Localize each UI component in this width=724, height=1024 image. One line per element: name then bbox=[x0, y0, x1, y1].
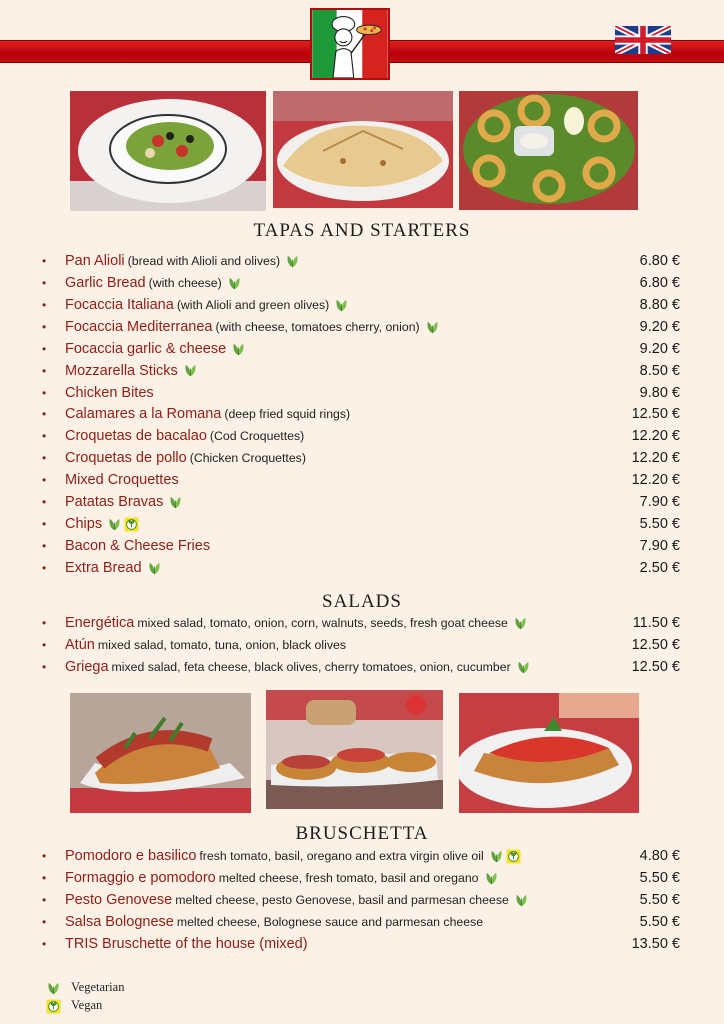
menu-item bbox=[42, 491, 682, 513]
item-price: 8.80 € bbox=[639, 296, 680, 313]
item-price: 12.20 € bbox=[631, 472, 680, 489]
menu-item bbox=[42, 250, 682, 272]
item-name bbox=[65, 889, 531, 911]
item-price: 9.20 € bbox=[639, 340, 680, 357]
vegetarian-leaf-icon bbox=[147, 561, 162, 576]
vegetarian-leaf-icon bbox=[514, 893, 529, 908]
item-name-text: Griega bbox=[65, 658, 109, 675]
item-name-text: Pomodoro e basilico bbox=[65, 848, 197, 864]
bruschetta-menu-list bbox=[42, 845, 682, 955]
item-name-text: Croquetas de bacalao bbox=[65, 428, 207, 445]
item-diet-icons bbox=[168, 491, 185, 513]
bullet: • bbox=[42, 892, 47, 907]
bullet: • bbox=[42, 407, 47, 422]
item-name bbox=[65, 360, 200, 382]
item-diet-icons bbox=[514, 889, 531, 911]
item-name bbox=[65, 382, 154, 404]
menu-item bbox=[42, 513, 682, 535]
item-price: 6.80 € bbox=[639, 274, 680, 291]
vegetarian-leaf-icon bbox=[513, 616, 528, 631]
item-name bbox=[65, 469, 179, 491]
item-description: mixed salad, tomato, tuna, onion, black olives bbox=[97, 637, 346, 652]
item-price: 12.50 € bbox=[631, 636, 680, 653]
menu-item bbox=[42, 360, 682, 382]
bullet: • bbox=[42, 870, 47, 885]
item-diet-icons bbox=[107, 513, 141, 535]
vegetarian-leaf-icon bbox=[334, 298, 349, 313]
bullet: • bbox=[42, 363, 47, 378]
item-name-text: Atún bbox=[65, 636, 95, 653]
menu-item bbox=[42, 272, 682, 294]
menu-item bbox=[42, 867, 682, 889]
item-description: (with cheese, tomatoes cherry, onion) bbox=[215, 319, 420, 334]
bruschetta-section-title: BRUSCHETTA bbox=[295, 823, 429, 844]
item-description: melted cheese, fresh tomato, basil and oregano bbox=[218, 870, 479, 885]
calamari-photo bbox=[459, 91, 638, 210]
item-diet-icons bbox=[285, 250, 302, 272]
item-diet-icons bbox=[516, 656, 533, 678]
menu-item bbox=[42, 316, 682, 338]
item-price: 2.50 € bbox=[639, 559, 680, 576]
menu-item bbox=[42, 889, 682, 911]
item-price: 7.90 € bbox=[639, 494, 680, 511]
item-diet-icons bbox=[425, 316, 442, 338]
item-name-text: Garlic Bread bbox=[65, 274, 146, 291]
item-description: mixed salad, tomato, onion, corn, walnuts, seeds, fresh goat cheese bbox=[137, 616, 508, 630]
item-name-text: Mozzarella Sticks bbox=[65, 362, 178, 379]
bullet: • bbox=[42, 297, 47, 312]
item-name-text: Chicken Bites bbox=[65, 384, 154, 401]
item-name bbox=[65, 845, 523, 867]
menu-item bbox=[42, 634, 682, 656]
bullet: • bbox=[42, 517, 47, 532]
menu-item bbox=[42, 612, 682, 634]
item-name-text: Croquetas de pollo bbox=[65, 450, 187, 467]
tapas-section-title: TAPAS AND STARTERS bbox=[253, 220, 471, 241]
item-name bbox=[65, 491, 185, 513]
item-name bbox=[65, 867, 501, 889]
item-diet-icons bbox=[484, 867, 501, 889]
item-description: (bread with Alioli and olives) bbox=[127, 254, 281, 268]
bullet: • bbox=[42, 495, 47, 510]
item-name bbox=[65, 316, 442, 338]
legend-vegetarian bbox=[46, 978, 124, 996]
vegetarian-leaf-icon bbox=[231, 342, 246, 357]
legend-vegetarian-label: Vegetarian bbox=[71, 980, 125, 994]
salads-section-title: SALADS bbox=[322, 591, 402, 612]
menu-item bbox=[42, 557, 682, 579]
vegetarian-leaf-icon bbox=[285, 254, 300, 269]
item-name-text: Mixed Croquettes bbox=[65, 472, 179, 489]
salads-menu-list bbox=[42, 612, 682, 678]
menu-item bbox=[42, 911, 682, 933]
language-flag-uk-icon[interactable] bbox=[615, 26, 671, 54]
bullet: • bbox=[42, 849, 47, 863]
bullet: • bbox=[42, 473, 47, 488]
item-price: 5.50 € bbox=[639, 891, 680, 908]
item-description: (with Alioli and green olives) bbox=[176, 297, 330, 312]
menu-item bbox=[42, 447, 682, 469]
menu-item bbox=[42, 535, 682, 557]
chef-logo bbox=[310, 8, 390, 80]
item-diet-icons bbox=[334, 294, 351, 316]
item-name bbox=[65, 634, 346, 656]
vegetarian-leaf-icon bbox=[183, 363, 198, 378]
item-name bbox=[65, 911, 483, 933]
item-name-text: Focaccia Mediterranea bbox=[65, 318, 213, 335]
menu-item bbox=[42, 338, 682, 360]
menu-item bbox=[42, 469, 682, 491]
item-diet-icons bbox=[513, 612, 530, 634]
item-name-text: Calamares a la Romana bbox=[65, 406, 222, 423]
item-name-text: TRIS Bruschette of the house (mixed) bbox=[65, 935, 308, 952]
item-name-text: Extra Bread bbox=[65, 559, 142, 576]
menu-item bbox=[42, 425, 682, 447]
item-name-text: Focaccia garlic & cheese bbox=[65, 340, 227, 357]
item-description: melted cheese, pesto Genovese, basil and parmesan cheese bbox=[175, 892, 509, 907]
item-name bbox=[65, 933, 308, 955]
item-name-text: Pesto Genovese bbox=[65, 891, 173, 908]
item-price: 5.50 € bbox=[639, 869, 680, 886]
item-price: 8.50 € bbox=[639, 362, 680, 379]
item-name bbox=[65, 425, 304, 447]
item-price: 12.20 € bbox=[631, 450, 680, 467]
item-diet-icons bbox=[147, 557, 164, 579]
item-name bbox=[65, 403, 350, 425]
item-description: (with cheese) bbox=[148, 275, 222, 290]
menu-item bbox=[42, 403, 682, 425]
menu-item bbox=[42, 845, 682, 867]
item-description: mixed salad, feta cheese, black olives, cherry tomatoes, onion, cucumber bbox=[111, 659, 511, 674]
item-name bbox=[65, 612, 530, 634]
vegetarian-leaf-icon bbox=[484, 871, 499, 886]
item-name-text: Chips bbox=[65, 516, 103, 533]
menu-item bbox=[42, 656, 682, 678]
item-name bbox=[65, 294, 351, 316]
item-name bbox=[65, 656, 533, 678]
legend-vegan-label: Vegan bbox=[71, 998, 103, 1012]
item-description: (Chicken Croquettes) bbox=[189, 451, 306, 466]
bullet: • bbox=[42, 319, 47, 334]
diet-legend bbox=[46, 978, 124, 1014]
vegan-badge-icon bbox=[46, 999, 61, 1014]
item-name-text: Patatas Bravas bbox=[65, 494, 164, 511]
vegetarian-leaf-icon bbox=[107, 517, 122, 532]
menu-item bbox=[42, 382, 682, 404]
item-name bbox=[65, 250, 302, 272]
vegetarian-leaf-icon bbox=[168, 495, 183, 510]
item-price: 4.80 € bbox=[639, 848, 680, 864]
menu-item bbox=[42, 294, 682, 316]
bruschetta-photo-1 bbox=[70, 693, 251, 813]
bullet: • bbox=[42, 637, 47, 652]
item-name-text: Focaccia Italiana bbox=[65, 296, 174, 313]
item-name bbox=[65, 272, 244, 294]
bullet: • bbox=[42, 914, 47, 929]
bullet: • bbox=[42, 429, 47, 444]
item-price: 11.50 € bbox=[632, 615, 680, 631]
bullet: • bbox=[42, 538, 47, 553]
vegetarian-leaf-icon bbox=[425, 320, 440, 335]
salad-photo bbox=[70, 91, 266, 211]
item-name bbox=[65, 447, 306, 469]
item-price: 7.90 € bbox=[639, 537, 680, 554]
bullet: • bbox=[42, 385, 47, 400]
item-diet-icons bbox=[227, 272, 244, 294]
vegetarian-leaf-icon bbox=[46, 981, 61, 996]
vegetarian-leaf-icon bbox=[227, 276, 242, 291]
vegetarian-leaf-icon bbox=[489, 849, 504, 864]
bullet: • bbox=[42, 341, 47, 356]
item-diet-icons bbox=[231, 338, 248, 360]
menu-item bbox=[42, 933, 682, 955]
item-price: 12.50 € bbox=[631, 658, 680, 675]
bullet: • bbox=[42, 254, 47, 268]
bullet: • bbox=[42, 560, 47, 575]
bullet: • bbox=[42, 936, 47, 951]
item-name-text: Pan Alioli bbox=[65, 253, 125, 269]
item-price: 9.20 € bbox=[639, 318, 680, 335]
item-name-text: Formaggio e pomodoro bbox=[65, 869, 216, 886]
item-diet-icons bbox=[183, 360, 200, 382]
item-price: 5.50 € bbox=[639, 516, 680, 533]
item-description: (deep fried squid rings) bbox=[224, 407, 351, 422]
vegan-badge-icon bbox=[124, 517, 139, 532]
bruschetta-photo-2 bbox=[266, 690, 443, 809]
item-description: melted cheese, Bolognese sauce and parmesan cheese bbox=[176, 914, 484, 929]
item-name bbox=[65, 338, 248, 360]
tapas-menu-list bbox=[42, 250, 682, 579]
item-name-text: Energética bbox=[65, 615, 135, 631]
item-name-text: Salsa Bolognese bbox=[65, 913, 174, 930]
bullet: • bbox=[42, 616, 47, 630]
item-name bbox=[65, 535, 210, 557]
item-price: 13.50 € bbox=[631, 935, 680, 952]
bullet: • bbox=[42, 451, 47, 466]
item-price: 5.50 € bbox=[639, 913, 680, 930]
vegetarian-leaf-icon bbox=[516, 660, 531, 675]
garlic-bread-photo bbox=[273, 91, 453, 208]
bruschetta-photo-3 bbox=[459, 693, 639, 813]
item-name bbox=[65, 557, 164, 579]
item-description: fresh tomato, basil, oregano and extra virgin olive oil bbox=[199, 849, 484, 863]
item-diet-icons bbox=[489, 845, 523, 867]
bullet: • bbox=[42, 659, 47, 674]
vegan-badge-icon bbox=[506, 849, 521, 864]
item-price: 12.20 € bbox=[631, 428, 680, 445]
item-name bbox=[65, 513, 141, 535]
legend-vegan bbox=[46, 996, 124, 1014]
item-description: (Cod Croquettes) bbox=[209, 429, 305, 444]
item-price: 6.80 € bbox=[639, 253, 680, 269]
bullet: • bbox=[42, 275, 47, 290]
item-price: 9.80 € bbox=[639, 384, 680, 401]
item-name-text: Bacon & Cheese Fries bbox=[65, 537, 211, 554]
item-price: 12.50 € bbox=[631, 406, 680, 423]
